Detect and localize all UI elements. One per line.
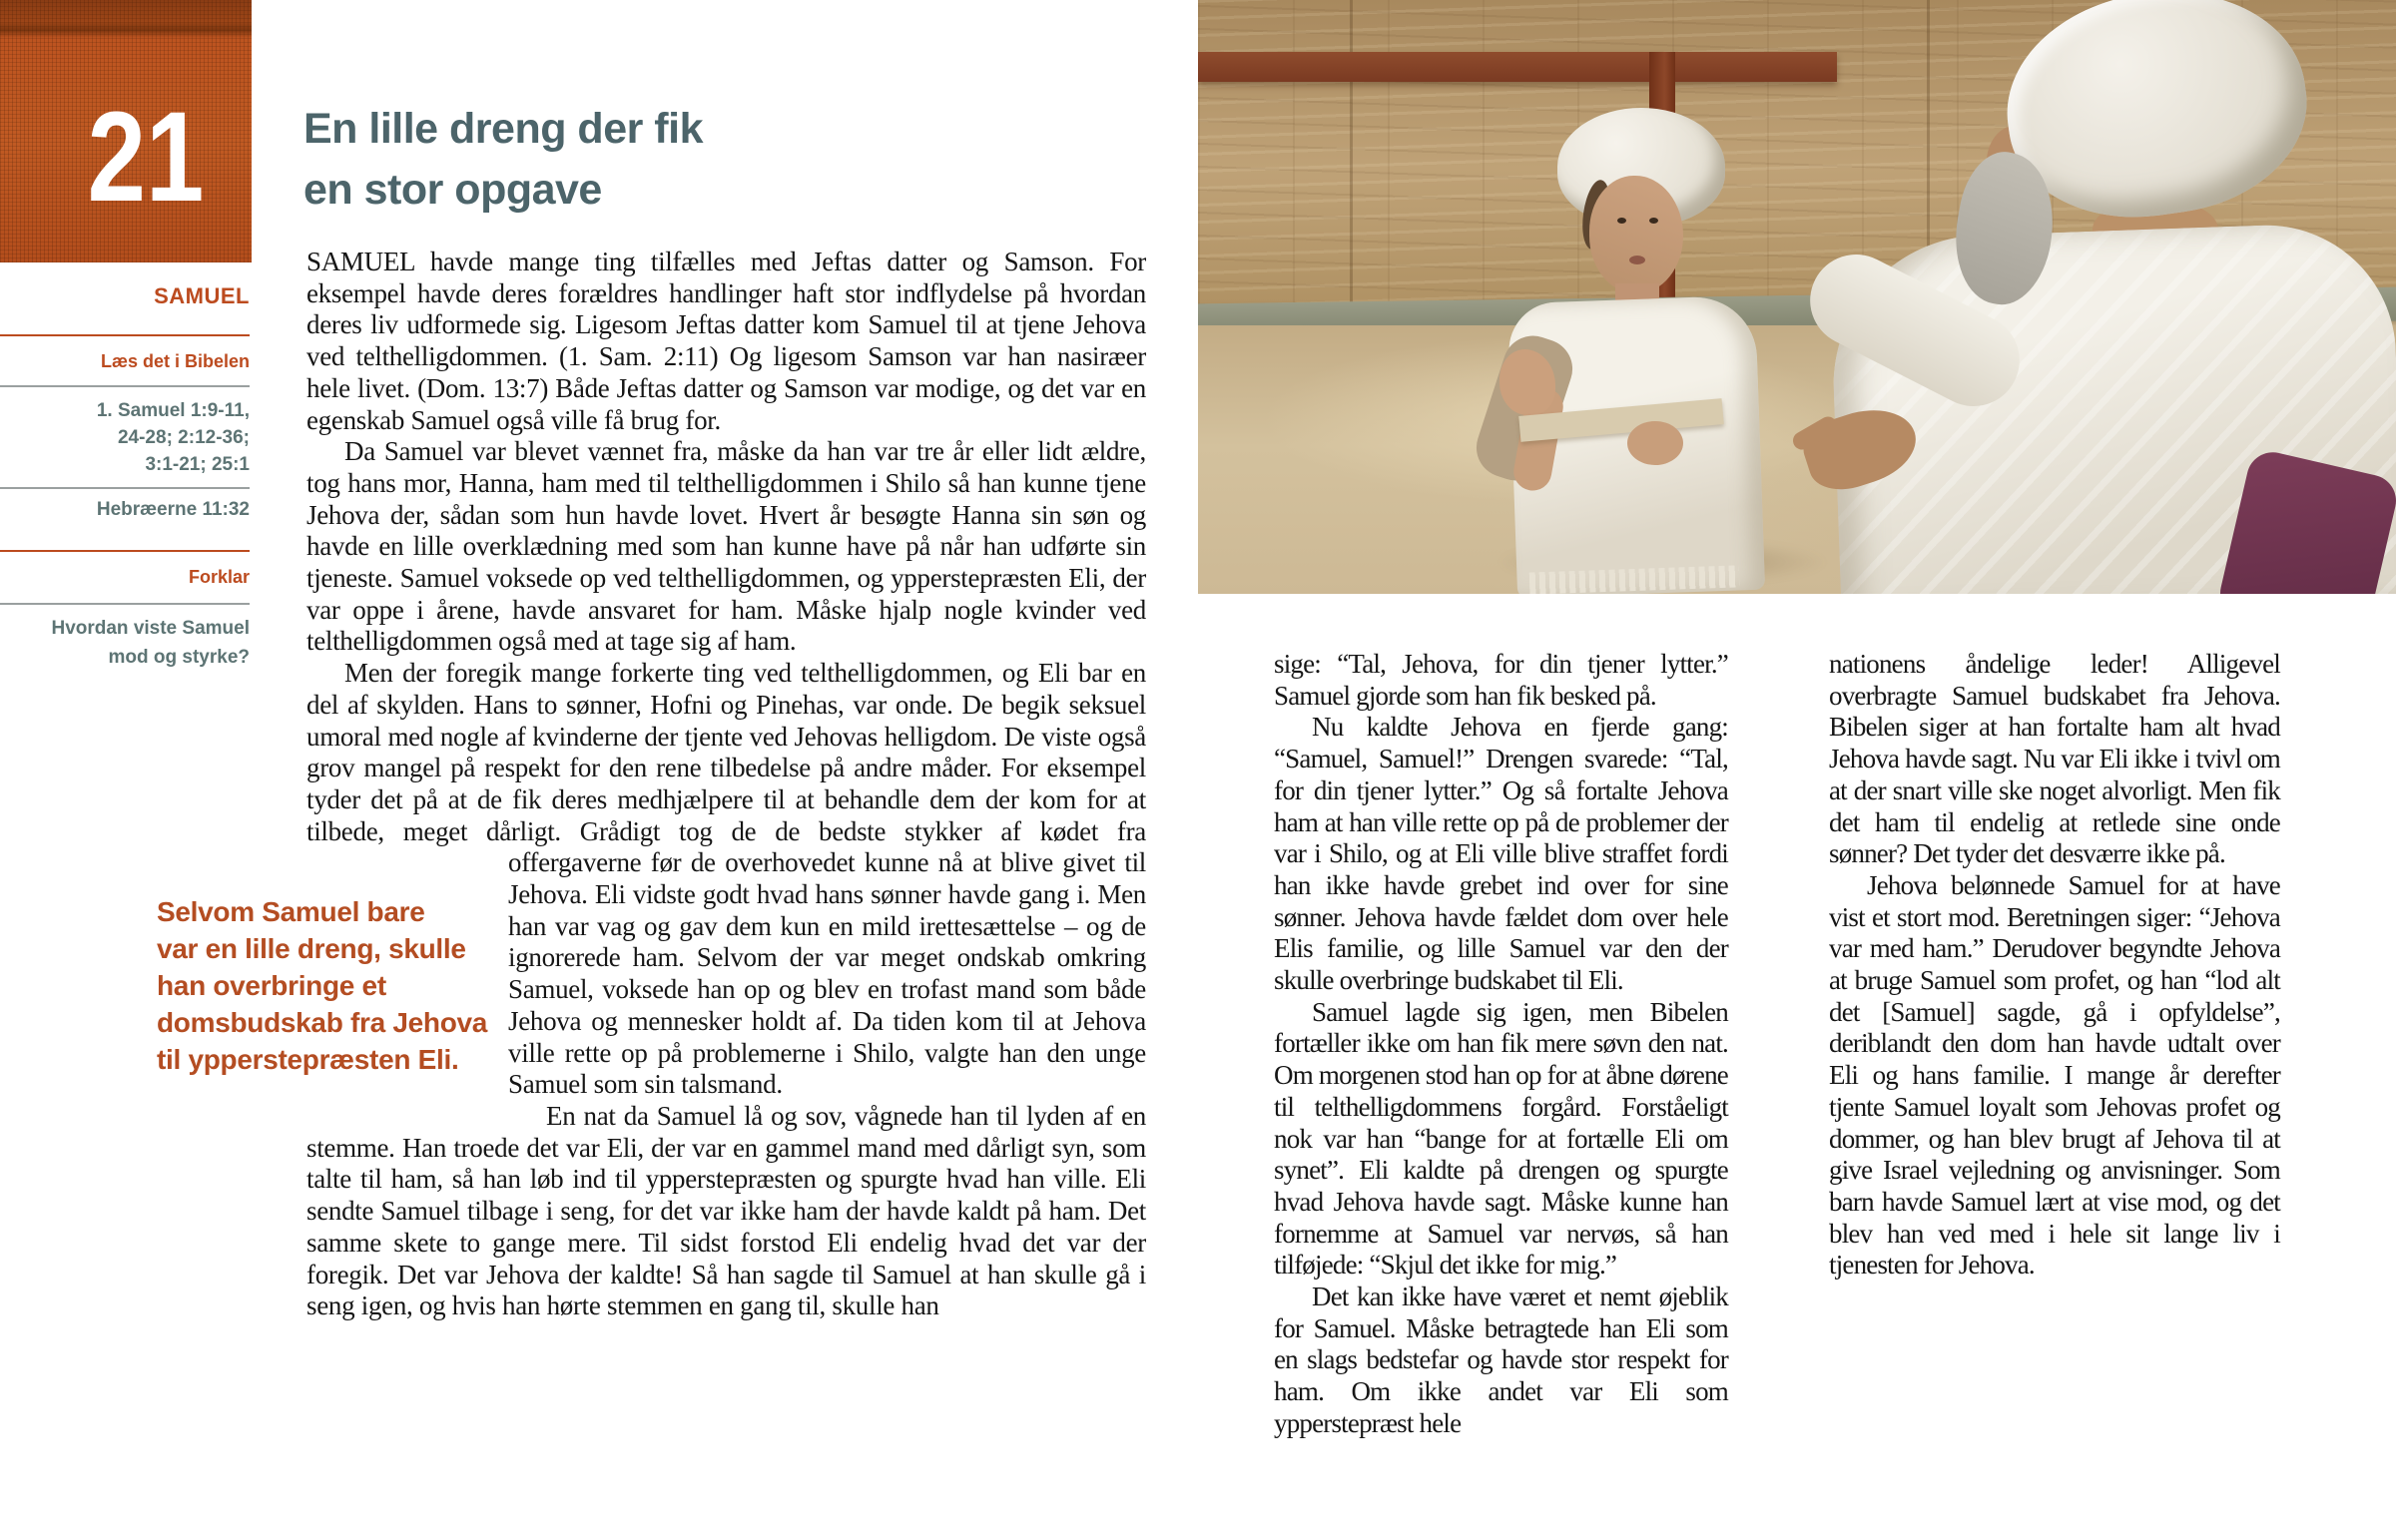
pull-quote-line: domsbudskab fra Jehova (157, 1007, 488, 1039)
samuel-hand (1627, 421, 1683, 465)
divider (0, 550, 250, 552)
pull-quote-line: var en lille dreng, skulle (157, 933, 466, 965)
paragraph: Nu kaldte Jehova en fjerde gang: “Samuel, Samuel!” Drengen svarede: “Tal, for din tjener lytter.” Og så fortalte Jehova ham at han ville rette op på de problemer der var i Shilo, og at Eli ville blive straffet fordi han ikke havde grebet ind over for sine sønner. Jehova havde fældet dom over hele Elis familie, og lille Samuel var den der skulle overbringe budskabet til Eli. (1274, 712, 1728, 996)
samuel-eye (1617, 218, 1626, 224)
samuel-face (1589, 176, 1683, 293)
chapter-number: 21 (87, 86, 204, 229)
read-in-bible-heading: Læs det i Bibelen (100, 351, 250, 371)
paragraph: Da Samuel var blevet vænnet fra, måske da han var tre år eller lidt ældre, tog hans mor, Hanna, ham med til telthelligdommen i Shilo så han kunne tjene Jehova der, sådan som hun havde lovet. Hvert år besøgte Hanna sin søn og havde en lille overklædning med som han kunne have på når han udførte sin tjeneste. Samuel voksede op ved telthelligdommen, og ypperstepræsten Eli, der var oppe i årene, havde ansvaret for ham. Måske hjalp nogle kvinder ved telthelligdommen også med at tage sig af ham. (306, 436, 1146, 657)
paragraph: nationens åndelige leder! Alligevel overbragte Samuel budskabet fra Jehova. Bibelen siger at han fortalte ham alt hvad Jehova havde sagt. Nu var Eli ikke i tvivl om at der snart ville ske noget alvorligt. Men fik det ham til endelig at retlede sine onde sønner? Det tyder det desværre ikke på. (1829, 649, 2280, 869)
chapter-number-block (0, 0, 252, 262)
right-column (1829, 649, 2280, 1282)
samuel-eye (1649, 218, 1658, 224)
samuel-mouth (1629, 256, 1645, 264)
page-title-line: En lille dreng der fik (303, 105, 703, 153)
illustration-samuel-and-eli (1198, 0, 2396, 594)
page-title-line: en stor opgave (303, 166, 602, 214)
middle-column (1274, 649, 1728, 1440)
paragraph-text: til Jehova. Eli vidste godt hvad hans sønner havde gang i. Men han var vag og gav dem kun en mild irettesættelse – og de ignorerede ham. Selvom der var meget ondskab omkring Samuel, voksede han op og blev en trofast mand som både Jehova og mennesker holdt af. Da tiden kom til at Jehova ville rette op på problemerne i Shilo, valgte han den unge Samuel som sin talsmand. (508, 847, 1146, 1100)
scripture-reference: 24-28; 2:12-36; (117, 427, 250, 448)
paragraph: sige: “Tal, Jehova, for din tjener lytter.” Samuel gjorde som han fik besked på. (1274, 649, 1728, 711)
study-question: Hvordan viste Samuel (51, 618, 250, 639)
paragraph: En nat da Samuel lå og sov, vågnede han til lyden af en stemme. Han troede det var Eli, der var en gammel mand med dårligt syn, som talte til ham, så han løb ind til ypperstepræsten og spurgte hvad han ville. Eli sendte Samuel tilbage i seng, for det var ikke ham der havde kaldt på ham. Det samme skete to gange mere. Til sidst forstod Eli endelig hvad det var der foregik. Det var Jehova der kaldte! Så han sagde til Samuel at han skulle gå i seng igen, og hvis han hørte stemmen en gang til, skulle han (306, 1100, 1146, 1321)
pull-quote-line: til ypperstepræsten Eli. (157, 1044, 459, 1076)
pull-quote (157, 847, 508, 1101)
divider (0, 487, 250, 489)
figure-samuel (1478, 100, 1827, 594)
paragraph-text: Men der foregik mange forkerte ting ved telthelligdommen, og Eli bar en del af skylden. Hans to sønner, Hofni og Pinehas, var onde. De begik seksuel umoral med nogle af kvinderne der tjente ved Jehovas helligdom. De viste også grov mangel på respekt for den rene tilbedelse på andre måder. For eksempel tyder det på at de fik deres medhjælpere til at behandle dem der kom for at tilbede, meget dårligt. Grådigt tog de de bedste stykker af kødet fra offergaverne før de overhovedet kunne nå at blive givet (306, 658, 1146, 878)
paragraph: SAMUEL havde mange ting tilfælles med Jeftas datter og Samson. For eksempel havde deres forældres handlinger haft stor indflydelse på hvordan deres liv udformede sig. Ligesom Jeftas datter kom Samuel til at tjene Jehova ved telthelligdommen. (1. Sam. 2:11) Og ligesom Samson var han nasiræer hele livet. (Dom. 13:7) Både Jeftas datter og Samson var modige, og det var en egenskab Samuel også ville få brug for. (306, 247, 1146, 435)
divider (0, 603, 250, 605)
divider (0, 385, 250, 387)
page-title (303, 99, 703, 221)
figure-eli (1797, 0, 2396, 594)
book-label: SAMUEL (154, 283, 250, 308)
scripture-reference: 3:1-21; 25:1 (145, 454, 250, 475)
pull-quote-line: han overbringe et (157, 970, 386, 1002)
scripture-reference-hebrews: Hebræerne 11:32 (96, 499, 250, 520)
pull-quote-line: Selvom Samuel bare (157, 896, 425, 928)
wall-rail (1198, 52, 1837, 82)
paragraph: Det kan ikke have været et nemt øjeblik for Samuel. Måske betragtede han Eli som en slags bedstefar og havde stor respekt for ham. Om ikke andet var Eli som ypperstepræst hele (1274, 1282, 1728, 1438)
explain-heading: Forklar (188, 567, 250, 587)
paragraph: Jehova belønnede Samuel for at have vist et stort mod. Beretningen siger: “Jehova var med ham.” Derudover begyndte Jehova at bruge Samuel som profet, og han “lod alt det [Samuel] sagde, gå i opfyldelse”, deriblandt den dom han havde udtalt over Eli og hans familie. I mange år derefter tjente Samuel loyalt som Jehovas profet og dommer, og han blev brugt af Jehova til at give Israel vejledning og anvisninger. Som barn havde Samuel lært at vise mod, og det blev han ved med i hele sit lange liv i tjenesten for Jehova. (1829, 869, 2280, 1281)
wall-seam (1350, 0, 1353, 305)
paragraph: Samuel lagde sig igen, men Bibelen fortæller ikke om han fik mere søvn den nat. Om morgenen stod han op for at åbne dørene til telthelligdommens forgård. Forståeligt nok var han “bange for at fortælle Eli om synet”. Eli kaldte på drengen og spurgte hvad Jehova havde sagt. Måske kunne han fornemme at Samuel var nervøs, så han tilføjede: “Skjul det ikke for mig.” (1274, 996, 1728, 1281)
paragraph (157, 658, 1146, 1101)
divider (0, 334, 250, 336)
study-question: mod og styrke? (108, 647, 250, 668)
scripture-reference: 1. Samuel 1:9-11, (96, 400, 250, 421)
